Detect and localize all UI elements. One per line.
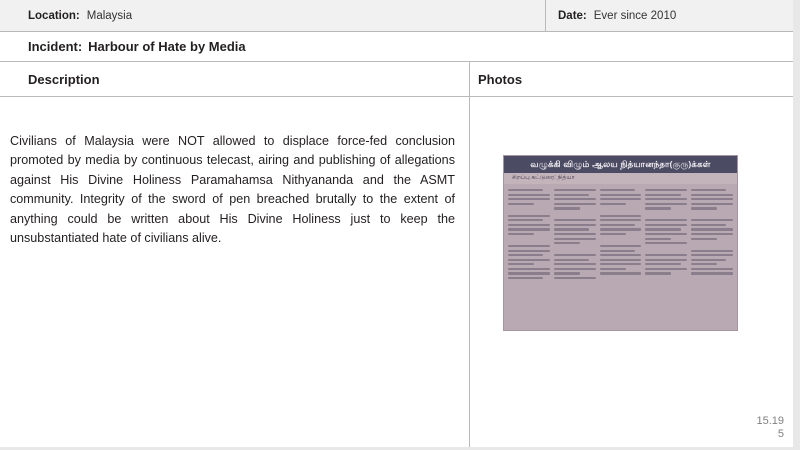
clipping-column: [691, 187, 733, 326]
description-cell: [0, 97, 470, 449]
photos-column-header: Photos: [478, 71, 523, 87]
clipping-column: [600, 187, 642, 326]
newspaper-clipping-image: [503, 155, 738, 331]
date-label: Date:: [558, 9, 587, 22]
footer-time: 15.19: [756, 414, 784, 427]
location-cell: [0, 0, 546, 31]
footer-page-number: 5: [777, 428, 784, 441]
date-cell: [546, 0, 800, 31]
clipping-columns: [504, 184, 737, 326]
photos-cell: [470, 97, 800, 449]
clipping-headline: வழுக்கி விழும் ஆலய நித்யானந்தா(குரு)க்கள்: [504, 156, 737, 173]
page-footer: [756, 415, 784, 443]
incident-row: [0, 32, 800, 62]
location-label: Location:: [28, 9, 80, 22]
clipping-subheadline: சிறப்பு கட்டுரை: நித்யா: [504, 173, 737, 184]
content-row: [0, 97, 800, 449]
column-header-row: [0, 62, 800, 97]
description-column-header: Description: [0, 62, 470, 96]
incident-label: Incident:: [28, 39, 83, 54]
description-text: Civilians of Malaysia were NOT allowed to displace force-fed conclusion promoted by media by continuous telecast, airing and publishing of allegations against His Divine Holiness Paramahamsa Nithyananda and the ASMT community. Integrity of the sword of pen breached brutally to the extent of anything could be written about His Divine Holiness just to keep the unsubstantiated hate of civilians alive.: [10, 133, 455, 246]
clipping-column: [554, 187, 596, 326]
clipping-column: [508, 187, 550, 326]
right-edge-strip: [793, 0, 800, 450]
location-value: Malaysia: [86, 9, 133, 22]
clipping-column: [645, 187, 687, 326]
incident-title: Harbour of Hate by Media: [88, 39, 246, 54]
meta-bar: [0, 0, 800, 32]
date-value: Ever since 2010: [593, 9, 677, 22]
